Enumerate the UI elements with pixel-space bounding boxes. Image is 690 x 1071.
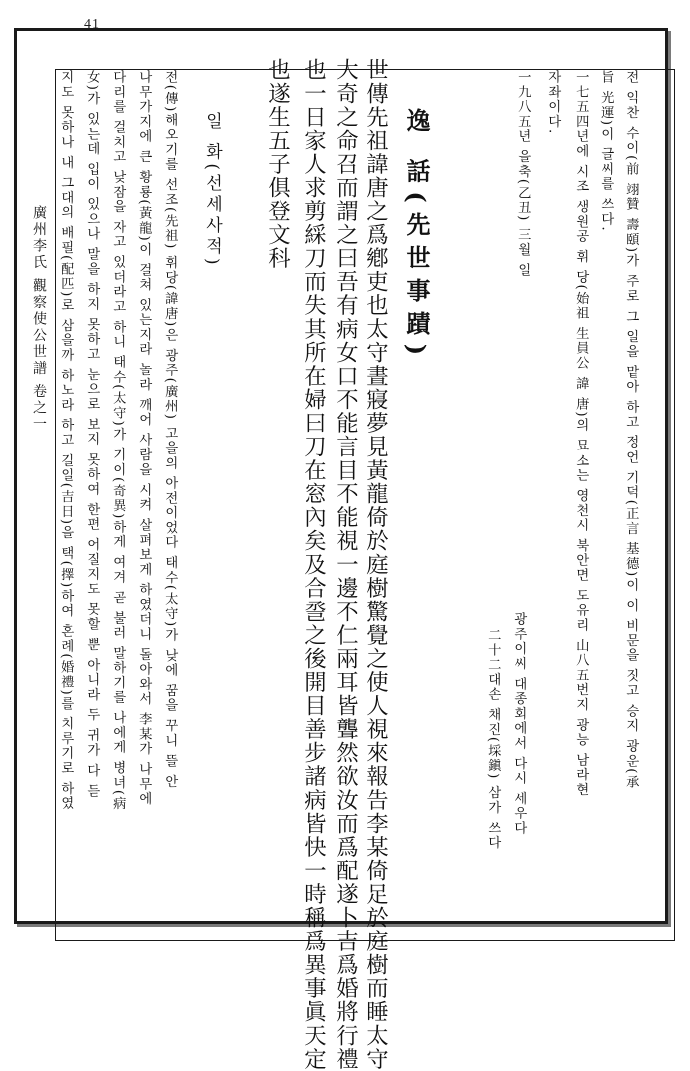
hanja-text-line: 也一日家人求剪綵刀而失其所在婦曰刀在窓內矣及合巹之後開目善步諸病皆快一時稱爲異事眞天定	[300, 58, 327, 1071]
afterword-line: 旨 光運)이 글씨를 쓰다.	[598, 70, 614, 233]
hanja-text-line: 世傳先祖諱唐之爲鄕吏也太守晝寢夢見黃龍倚於庭樹驚覺之使人視來報告李某倚足於庭樹而睡太守	[362, 58, 389, 1071]
hangul-text-line: 나무가지에 큰 황룡(黃龍)이 걸쳐 있는지라 놀라 깨어 사람을 시켜 살펴보게 하였더니 돌아와서 李某가 나무에	[136, 70, 152, 807]
hangul-text-line: 지도 못하나 내 그대의 배필(配匹)로 삼을까 하노라 하고 길일(吉日)을 택(擇)하여 혼례(婚禮)를 치루기로 하였	[58, 70, 74, 811]
afterword-line: 자좌이다.	[545, 70, 561, 135]
hangul-text-line: 다리를 걸치고 낮잠을 자고 있더라고 하니 태수(太守)가 기이(奇異)하게 여겨 곧 불러 말하기를 나에게 병녀(病	[110, 70, 126, 812]
afterword-line: 전 익찬 수이(前 翊贊 壽頤)가 주로 그 일을 맡아 하고 정언 기덕(正言 基德)이 이 비문을 짓고 승지 광운(承	[623, 70, 639, 790]
erection-date: 一九八五년 을축(乙丑) 三월 일	[515, 70, 531, 278]
hanja-text-line: 也遂生五子俱登文科	[264, 58, 291, 270]
margin-book-title: 廣州李氏 觀察使公世譜 卷之一	[31, 205, 47, 434]
hangul-text-line: 女)가 있는데 입이 있으나 말을 하지 못하고 눈으로 보지 못하여 한편 어질지도 못할 뿐 아니라 두 귀가 다 듣	[84, 70, 100, 799]
page-number: 41	[84, 17, 100, 32]
afterword-line: 一七五四년에 시조 생원공 휘 당(始祖 生員公 諱 唐)의 묘소는 영천시 북안면 도유리 山八五번지 광능 남라현	[573, 70, 589, 797]
hangul-text-line: 전(傳)해오기를 선조(先祖) 휘당(諱唐)은 광주(廣州) 고을의 아전이었다 태수(太守)가 낮에 꿈을 꾸니 뜰 안	[162, 70, 178, 789]
erected-by-credit: 광주이씨 대종회에서 다시 세우다	[511, 612, 527, 836]
anecdote-hangul-heading: 일 화(선세사적)	[202, 112, 222, 269]
hanja-text-line: 大奇之命召而謂之曰吾有病女口不能言目不能視一邊不仁兩耳皆聾然欲汝而爲配遂卜吉爲婚將行禮	[332, 58, 359, 1071]
anecdote-hanja-heading: 逸 話(先世事蹟)	[402, 108, 431, 365]
written-by-credit: 二十二대손 채진(埰鎭) 삼가 쓰다	[485, 628, 501, 851]
